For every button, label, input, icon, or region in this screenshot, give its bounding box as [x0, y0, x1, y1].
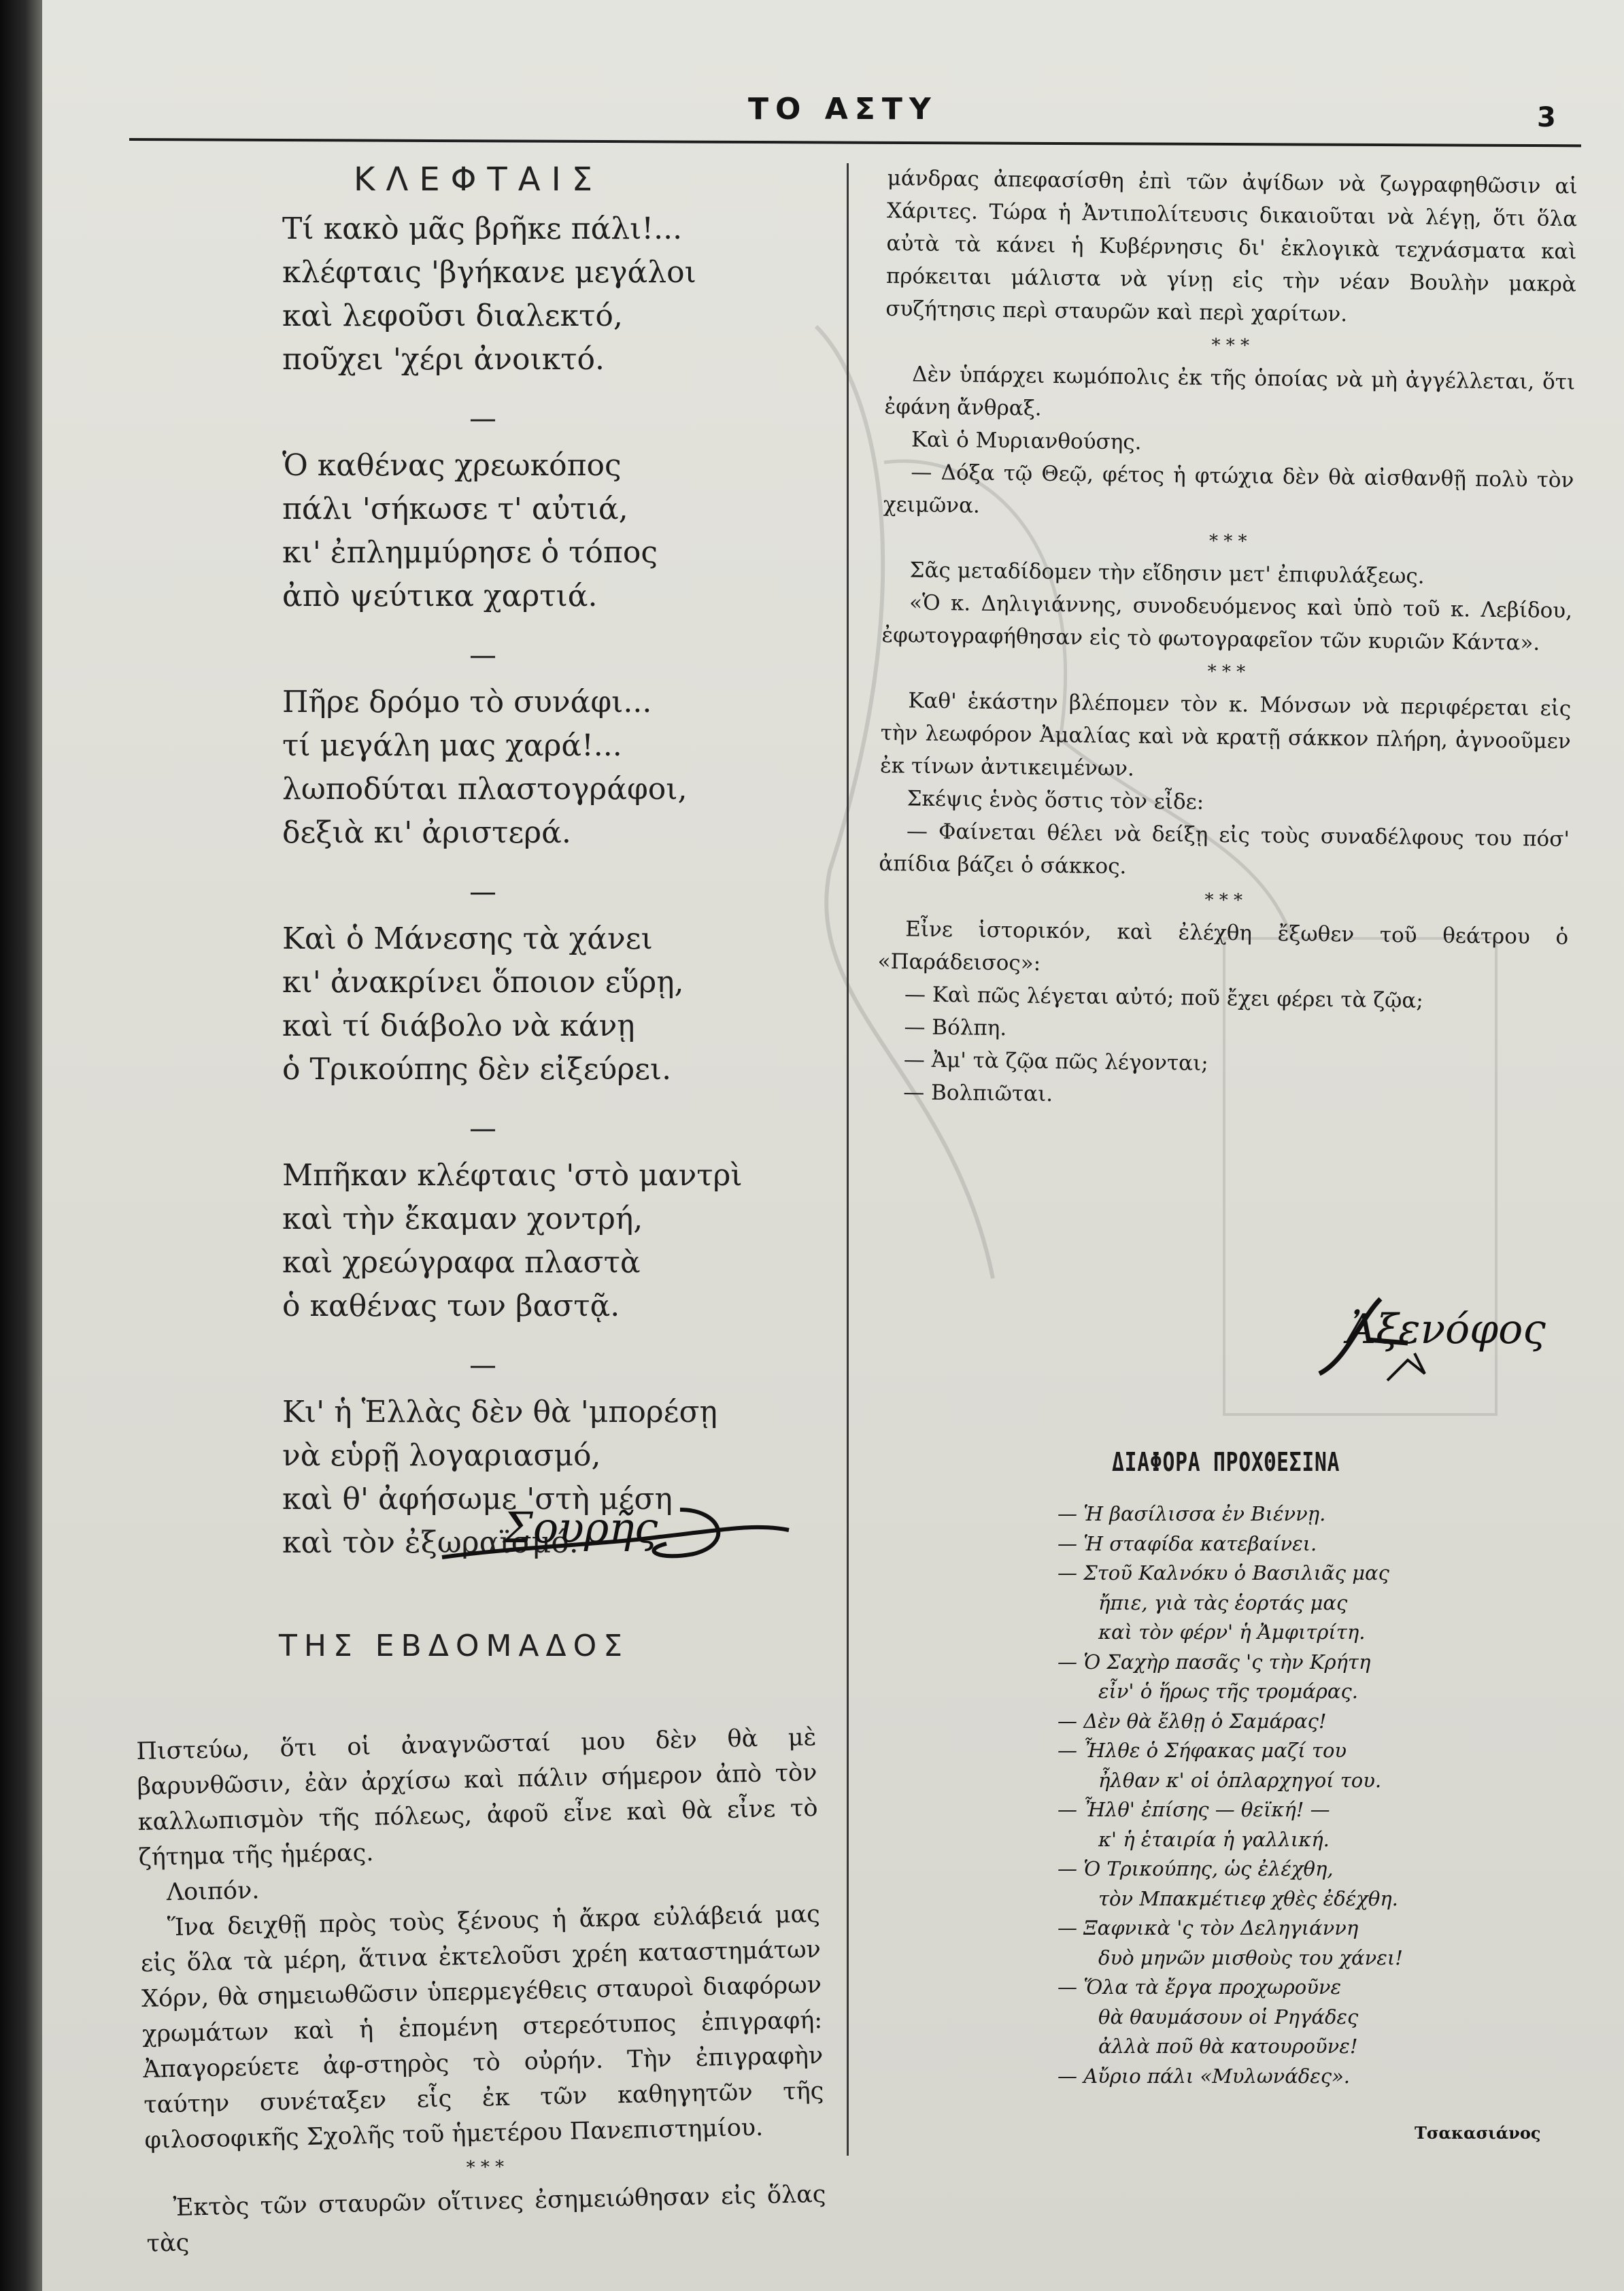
poem-line: πάλι 'σήκωσε τ' αὐτιά,: [282, 492, 628, 526]
article-paragraph: «Ὁ κ. Δηλιγιάννης, συνοδευόμενος καὶ ὑπὸ τοῦ κ. Λεβίδου, ἐφωτογραφήθησαν εἰς τὸ φωτογραφεῖον τῶν κυριῶν Κάντα».: [881, 590, 1573, 656]
poem-stanza: [282, 917, 772, 1091]
poem-line: ὁ Τρικούπης δὲν εἰξεύρει.: [282, 1052, 672, 1087]
poem-line: Τί κακὸ μᾶς βρῆκε πάλι!...: [282, 211, 683, 246]
poem-line: ἀπὸ ψεύτικα χαρτιά.: [282, 579, 598, 613]
poem-line: καὶ λεφοῦσι διαλεκτό,: [282, 299, 623, 333]
section-title: ΔΙΑΦΟΡΑ ΠΡΟΧΘΕΣΙΝΑ: [1112, 1447, 1340, 1477]
poem-signature: [435, 1482, 802, 1584]
dialogue-line: — Βόλπη.: [904, 1015, 1007, 1041]
stanza-separator: —: [469, 403, 496, 435]
poem-line: κι' ἀνακρίνει ὅποιον εὕρῃ,: [282, 965, 684, 1000]
article-paragraph: Ἵνα δειχθῇ πρὸς τοὺς ξένους ἡ ἄκρα εὐλάβειά μας εἰς ὅλα τὰ μέρη, ἅτινα ἐκτελοῦσι χρέη καταστημάτων Χόρν, θὰ σημειωθῶσιν ὑπερμεγέθεις σταυροὶ διαφόρων χρωμάτων καὶ ἡ ἑπομένη στερεότυπος ἐπιγραφή: Ἀπαγορεύετε ἀφ-στηρὸς τὸ οὐρήν. Τὴν ἐπιγραφὴν ταύτην συνέταξεν εἷς ἐκ τῶν καθηγητῶν τῆς φιλοσοφικῆς Σχολῆς τοῦ ἡμετέρου Πανεπιστημίου.: [140, 1900, 824, 2154]
signature-text: Σουρῆς: [503, 1503, 658, 1552]
poem-line: καὶ θ' ἀφήσωμε 'στὴ μέση: [282, 1482, 673, 1516]
stanza-separator: —: [469, 1113, 496, 1144]
book-binding: [0, 0, 42, 2291]
diafora-line: — Ξαφνικὰ 'ς τὸν Δεληγιάννη: [1058, 1916, 1359, 1939]
article-paragraph: — Φαίνεται θέλει νὰ δείξῃ εἰς τοὺς συναδέλφους του πόσ' ἀπίδια βάζει ὁ σάκκος.: [879, 819, 1570, 879]
poem-line: Πῆρε δρόμο τὸ συνάφι...: [282, 685, 652, 719]
diafora-line: — Ἡ σταφίδα κατεβαίνει.: [1058, 1531, 1317, 1555]
article-paragraph: Καὶ ὁ Μυριανθούσης.: [911, 427, 1142, 455]
article-paragraph: Ἐκτὸς τῶν σταυρῶν οἵτινες ἐσημειώθησαν εἰς ὅλας τὰς: [146, 2180, 826, 2258]
article-paragraph: Δὲν ὑπάρχει κωμόπολις ἐκ τῆς ὁποίας νὰ μὴ ἀγγέλλεται, ὅτι ἐφάνη ἄνθραξ.: [884, 362, 1576, 421]
diafora-line: — Στοῦ Καλνόκυ ὁ Βασιλιᾶς μας: [1058, 1561, 1389, 1584]
poem-body: [282, 207, 772, 1581]
diafora-line: — Δὲν θὰ ἔλθῃ ὁ Σαμάρας!: [1058, 1709, 1327, 1733]
diafora-line: θὰ θαυμάσουν οἱ Ρηγάδες: [1098, 2005, 1359, 2029]
diafora-line: τὸν Μπακμέτιεφ χθὲς ἐδέχθη.: [1098, 1886, 1398, 1910]
poem-line: καὶ χρεώγραφα πλαστὰ: [282, 1245, 641, 1280]
poem-line: κλέφταις 'βγήκανε μεγάλοι: [282, 255, 696, 290]
article-paragraph: Λοιπόν.: [166, 1877, 260, 1907]
diafora-line: — Αὔριο πάλι «Μυλωνάδες».: [1058, 2064, 1351, 2088]
diafora-line: — Ἦλθε ὁ Σήφακας μαζί του: [1058, 1739, 1347, 1762]
poem-title: ΚΛΕΦΤΑΙΣ: [354, 160, 604, 199]
section-stars: * * *: [1204, 889, 1243, 911]
poem-line: Καὶ ὁ Μάνεσης τὰ χάνει: [282, 921, 653, 956]
diafora-line: κ' ἡ ἑταιρία ἡ γαλλική.: [1098, 1827, 1330, 1851]
poem-line: δεξιὰ κι' ἀριστερά.: [282, 815, 571, 850]
poem-line: νὰ εὑρῇ λογαριασμό,: [282, 1438, 601, 1473]
poem-line: ὁ καθένας των βαστᾷ.: [282, 1289, 620, 1323]
section-stars: * * *: [466, 2156, 505, 2178]
column-divider: [847, 163, 849, 2156]
ebdomados-article: [136, 1720, 827, 2262]
diafora-line: — Ὅλα τὰ ἔργα προχωροῦνε: [1058, 1975, 1342, 1999]
diafora-line: ἀλλὰ ποῦ θὰ κατουροῦνε!: [1098, 2035, 1358, 2058]
diafora-line: — Ὁ Τρικούπης, ὡς ἐλέχθη,: [1058, 1857, 1334, 1880]
diafora-line: — Ἦλθ' ἐπίσης — θεϊκή! —: [1058, 1798, 1330, 1821]
poem-stanza: [282, 444, 772, 618]
article-paragraph: Εἶνε ἱστορικόν, καὶ ἐλέχθη ἔξωθεν τοῦ θεάτρου ὁ «Παράδεισος»:: [877, 917, 1569, 976]
article-paragraph: Πιστεύω, ὅτι οἱ ἀναγνῶσταί μου δὲν θὰ μὲ βαρυνθῶσιν, ἐὰν ἀρχίσω καὶ πάλιν σήμερον ἀπὸ τὸν καλλωπισμὸν τῆς πόλεως, ἀφοῦ εἶνε καὶ θὰ εἶνε τὸ ζήτημα τῆς ἡμέρας.: [136, 1724, 818, 1871]
diafora-line: — Ὁ Σαχὴρ πασᾶς 'ς τὴν Κρήτη: [1058, 1650, 1371, 1674]
poem-line: Ὁ καθένας χρεωκόπος: [282, 448, 622, 483]
poem-line: καὶ τί διάβολο νὰ κάνῃ: [282, 1008, 635, 1043]
poem-line: ποῦχει 'χέρι ἀνοικτό.: [282, 342, 605, 377]
column-signature: [1306, 1278, 1591, 1394]
dialogue-line: — Βολπιῶται.: [903, 1080, 1053, 1107]
poem-line: καὶ τὴν ἔκαμαν χοντρή,: [282, 1202, 643, 1236]
masthead-title: ΤΟ ΑΣΤΥ: [748, 92, 938, 126]
poem-line: λωποδύται πλαστογράφοι,: [282, 772, 688, 807]
article-paragraph: Σκέψις ἑνὸς ὅστις τὸν εἶδε:: [907, 786, 1204, 815]
article-paragraph: Σᾶς μεταδίδομεν τὴν εἴδησιν μετ' ἐπιφυλάξεως.: [909, 558, 1425, 589]
section-stars: * * *: [1211, 335, 1250, 356]
diafora-list: [1058, 1499, 1534, 2091]
poem-line: κι' ἐπλημμύρησε ὁ τόπος: [282, 535, 658, 570]
poem-stanza: [282, 681, 772, 855]
dialogue-line: — Καὶ πῶς λέγεται αὐτό; ποῦ ἔχει φέρει τὰ ζῷα;: [904, 982, 1424, 1013]
right-column-article: [876, 162, 1578, 1117]
diafora-line: ἤπιε, γιὰ τὰς ἑορτάς μας: [1098, 1591, 1348, 1614]
stanza-separator: —: [469, 640, 496, 671]
poem-line: καὶ τὸν ἐξωραϊσμό.: [282, 1525, 579, 1560]
signature-text: Ἀξενόφος: [1347, 1306, 1546, 1353]
section-stars: * * *: [1208, 530, 1247, 552]
diafora-line: δυὸ μηνῶν μισθοὺς του χάνει!: [1098, 1946, 1403, 1969]
poem-line: Μπῆκαν κλέφταις 'στὸ μαντρὶ: [282, 1158, 743, 1193]
stanza-separator: —: [469, 877, 496, 908]
page-number: 3: [1537, 102, 1556, 133]
diafora-line: ἦλθαν κ' οἱ ὁπλαρχηγοί του.: [1098, 1768, 1382, 1792]
poem-stanza: [282, 1154, 772, 1328]
author-credit: Τσακασιάνος: [1415, 2123, 1541, 2143]
diafora-line: καὶ τὸν φέρν' ἡ Ἀμφιτρίτη.: [1098, 1620, 1366, 1644]
poem-stanza: [282, 207, 772, 381]
section-stars: * * *: [1207, 661, 1246, 683]
poem-line: Κι' ἡ Ἑλλὰς δὲν θὰ 'μπορέσῃ: [282, 1395, 717, 1429]
poem-line: τί μεγάλη μας χαρά!...: [282, 728, 622, 763]
stanza-separator: —: [469, 1350, 496, 1381]
section-title: ΤΗΣ ΕΒΔΟΜΑΔΟΣ: [279, 1629, 630, 1663]
article-paragraph: Καθ' ἑκάστην βλέπομεν τὸν κ. Μόνσων νὰ περιφέρεται εἰς τὴν λεωφόρον Ἀμαλίας καὶ νὰ κρατῇ σάκκον πλήρη, ἀγνοοῦμεν ἐκ τίνων ἀντικειμένων.: [879, 688, 1572, 781]
article-paragraph: μάνδρας ἀπεφασίσθη ἐπὶ τῶν ἀψίδων νὰ ζωγραφηθῶσιν αἱ Χάριτες. Τώρα ἡ Ἀντιπολίτευσις δικαιοῦται νὰ λέγῃ, ὅτι ὅλα αὐτὰ τὰ κάνει ἡ Κυβέρνησις δι' ἐκλογικὰ τεχνάσματα καὶ πρόκειται μάλιστα νὰ γίνῃ εἰς τὴν νέαν Βουλὴν μακρὰ συζήτησις περὶ σταυρῶν καὶ περὶ χαρίτων.: [885, 165, 1578, 327]
diafora-line: — Ἡ βασίλισσα ἐν Βιέννῃ.: [1058, 1502, 1326, 1525]
dialogue-line: — Ἀμ' τὰ ζῷα πῶς λέγονται;: [903, 1047, 1208, 1076]
article-paragraph: — Δόξα τῷ Θεῷ, φέτος ἡ φτώχια δὲν θὰ αἰσθανθῇ πολὺ τὸν χειμῶνα.: [883, 460, 1574, 518]
diafora-line: εἶν' ὁ ἥρως τῆς τρομάρας.: [1098, 1680, 1358, 1703]
